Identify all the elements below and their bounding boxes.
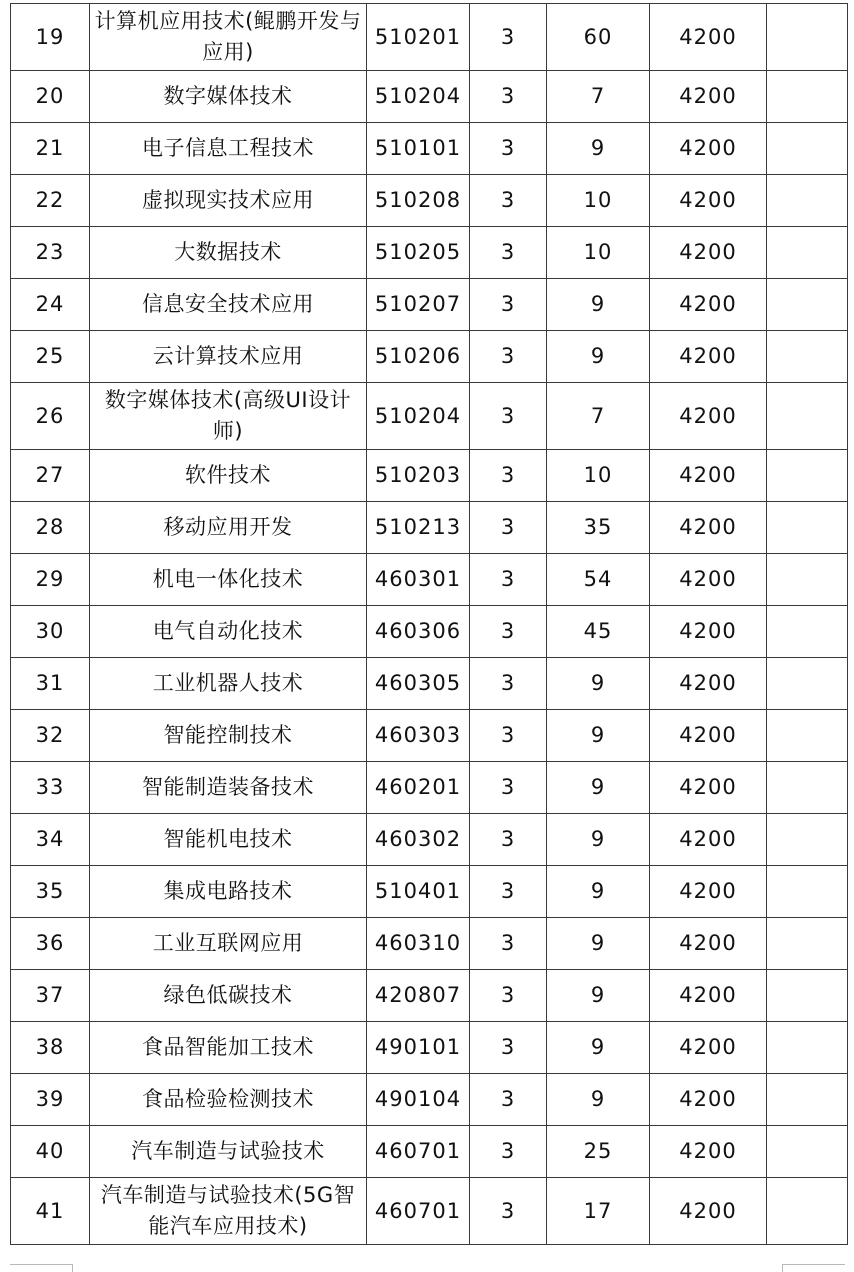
- cell-years: 3: [470, 123, 547, 175]
- cell-major-name: 电子信息工程技术: [90, 123, 367, 175]
- cell-seq: 30: [11, 606, 90, 658]
- cell-years: 3: [470, 175, 547, 227]
- cell-major-code: 510203: [367, 450, 470, 502]
- cell-tuition: 4200: [650, 918, 767, 970]
- cell-major-code: 460306: [367, 606, 470, 658]
- cell-years: 3: [470, 866, 547, 918]
- cell-major-name: 虚拟现实技术应用: [90, 175, 367, 227]
- cell-tuition: 4200: [650, 1022, 767, 1074]
- cell-major-name: 软件技术: [90, 450, 367, 502]
- table-body: [11, 4, 848, 1245]
- table-row: [11, 1022, 848, 1074]
- cell-seq: 33: [11, 762, 90, 814]
- table-row: [11, 123, 848, 175]
- cell-major-code: 460701: [367, 1126, 470, 1178]
- cell-seq: 32: [11, 710, 90, 762]
- cell-plan-count: 7: [547, 71, 650, 123]
- cell-major-name: 工业机器人技术: [90, 658, 367, 710]
- cell-plan-count: 9: [547, 762, 650, 814]
- table-row: [11, 1126, 848, 1178]
- cell-tuition: 4200: [650, 710, 767, 762]
- cell-tuition: 4200: [650, 71, 767, 123]
- cell-major-name: 电气自动化技术: [90, 606, 367, 658]
- cell-tuition: 4200: [650, 175, 767, 227]
- cell-major-code: 460310: [367, 918, 470, 970]
- cell-plan-count: 45: [547, 606, 650, 658]
- cell-plan-count: 10: [547, 227, 650, 279]
- cell-major-code: 510401: [367, 866, 470, 918]
- cell-note: [767, 502, 848, 554]
- cell-major-name: 数字媒体技术: [90, 71, 367, 123]
- cell-major-name: 计算机应用技术(鲲鹏开发与应用): [90, 4, 367, 71]
- table-row: [11, 227, 848, 279]
- cell-tuition: 4200: [650, 4, 767, 71]
- cell-major-name: 信息安全技术应用: [90, 279, 367, 331]
- cell-note: [767, 123, 848, 175]
- cell-note: [767, 1074, 848, 1126]
- cell-tuition: 4200: [650, 450, 767, 502]
- cell-major-code: 460701: [367, 1178, 470, 1245]
- cell-plan-count: 9: [547, 1074, 650, 1126]
- cell-seq: 27: [11, 450, 90, 502]
- cell-years: 3: [470, 918, 547, 970]
- table-row: [11, 554, 848, 606]
- cell-years: 3: [470, 814, 547, 866]
- cell-years: 3: [470, 710, 547, 762]
- cell-years: 3: [470, 606, 547, 658]
- table-row: [11, 175, 848, 227]
- cell-seq: 24: [11, 279, 90, 331]
- cell-plan-count: 9: [547, 814, 650, 866]
- cell-major-name: 移动应用开发: [90, 502, 367, 554]
- cell-plan-count: 17: [547, 1178, 650, 1245]
- cell-years: 3: [470, 71, 547, 123]
- table-row: [11, 1178, 848, 1245]
- cell-note: [767, 1178, 848, 1245]
- cell-note: [767, 1126, 848, 1178]
- cell-tuition: 4200: [650, 970, 767, 1022]
- cell-seq: 37: [11, 970, 90, 1022]
- cell-plan-count: 10: [547, 450, 650, 502]
- cell-major-code: 510205: [367, 227, 470, 279]
- cell-note: [767, 1022, 848, 1074]
- cell-years: 3: [470, 1022, 547, 1074]
- page-bottom-margin: [0, 1260, 854, 1271]
- cell-years: 3: [470, 970, 547, 1022]
- table-row: [11, 331, 848, 383]
- cell-note: [767, 383, 848, 450]
- cell-tuition: 4200: [650, 227, 767, 279]
- cell-note: [767, 918, 848, 970]
- cell-plan-count: 9: [547, 918, 650, 970]
- cell-note: [767, 175, 848, 227]
- cell-major-code: 510213: [367, 502, 470, 554]
- table-row: [11, 658, 848, 710]
- cell-seq: 39: [11, 1074, 90, 1126]
- cell-seq: 40: [11, 1126, 90, 1178]
- cell-major-code: 510206: [367, 331, 470, 383]
- cell-tuition: 4200: [650, 554, 767, 606]
- cell-note: [767, 279, 848, 331]
- cell-tuition: 4200: [650, 502, 767, 554]
- cell-major-name: 大数据技术: [90, 227, 367, 279]
- cell-plan-count: 9: [547, 331, 650, 383]
- cell-major-name: 集成电路技术: [90, 866, 367, 918]
- cell-years: 3: [470, 1178, 547, 1245]
- table-row: [11, 383, 848, 450]
- cell-major-name: 智能制造装备技术: [90, 762, 367, 814]
- cell-tuition: 4200: [650, 1178, 767, 1245]
- cell-plan-count: 9: [547, 710, 650, 762]
- cell-major-code: 420807: [367, 970, 470, 1022]
- cell-tuition: 4200: [650, 658, 767, 710]
- cell-seq: 26: [11, 383, 90, 450]
- cell-seq: 38: [11, 1022, 90, 1074]
- cell-major-name: 数字媒体技术(高级UI设计师): [90, 383, 367, 450]
- cell-plan-count: 9: [547, 658, 650, 710]
- cell-seq: 25: [11, 331, 90, 383]
- cell-seq: 34: [11, 814, 90, 866]
- cell-tuition: 4200: [650, 866, 767, 918]
- cell-plan-count: 7: [547, 383, 650, 450]
- table-row: [11, 1074, 848, 1126]
- cell-years: 3: [470, 331, 547, 383]
- cell-major-code: 510101: [367, 123, 470, 175]
- table-row: [11, 918, 848, 970]
- cell-major-name: 智能控制技术: [90, 710, 367, 762]
- cell-years: 3: [470, 554, 547, 606]
- cell-plan-count: 10: [547, 175, 650, 227]
- cell-tuition: 4200: [650, 279, 767, 331]
- cell-plan-count: 9: [547, 279, 650, 331]
- cell-plan-count: 9: [547, 866, 650, 918]
- cell-note: [767, 4, 848, 71]
- table-row: [11, 762, 848, 814]
- cell-seq: 22: [11, 175, 90, 227]
- cell-plan-count: 9: [547, 123, 650, 175]
- cell-seq: 31: [11, 658, 90, 710]
- cell-years: 3: [470, 227, 547, 279]
- cell-major-code: 510208: [367, 175, 470, 227]
- cell-major-name: 云计算技术应用: [90, 331, 367, 383]
- cell-plan-count: 54: [547, 554, 650, 606]
- cell-years: 3: [470, 383, 547, 450]
- cell-years: 3: [470, 762, 547, 814]
- cell-years: 3: [470, 450, 547, 502]
- cell-major-code: 510204: [367, 71, 470, 123]
- cell-note: [767, 331, 848, 383]
- cell-tuition: 4200: [650, 1126, 767, 1178]
- cell-major-name: 食品智能加工技术: [90, 1022, 367, 1074]
- cell-major-code: 510207: [367, 279, 470, 331]
- enrollment-table: [10, 3, 848, 1245]
- cell-note: [767, 658, 848, 710]
- cell-years: 3: [470, 502, 547, 554]
- cell-tuition: 4200: [650, 1074, 767, 1126]
- cell-tuition: 4200: [650, 331, 767, 383]
- cell-note: [767, 71, 848, 123]
- cell-major-code: 460301: [367, 554, 470, 606]
- table-row: [11, 279, 848, 331]
- table-row: [11, 450, 848, 502]
- cell-years: 3: [470, 279, 547, 331]
- cell-note: [767, 227, 848, 279]
- cell-note: [767, 710, 848, 762]
- cell-seq: 29: [11, 554, 90, 606]
- cell-major-code: 510204: [367, 383, 470, 450]
- table-row: [11, 866, 848, 918]
- cell-tuition: 4200: [650, 606, 767, 658]
- cell-tuition: 4200: [650, 814, 767, 866]
- cell-plan-count: 9: [547, 1022, 650, 1074]
- cell-seq: 28: [11, 502, 90, 554]
- table-row: [11, 71, 848, 123]
- cell-note: [767, 606, 848, 658]
- cell-major-name: 汽车制造与试验技术: [90, 1126, 367, 1178]
- cell-note: [767, 866, 848, 918]
- cell-major-name: 机电一体化技术: [90, 554, 367, 606]
- cell-note: [767, 450, 848, 502]
- cell-seq: 19: [11, 4, 90, 71]
- table-row: [11, 710, 848, 762]
- cell-major-code: 460303: [367, 710, 470, 762]
- cell-major-code: 490104: [367, 1074, 470, 1126]
- cell-plan-count: 35: [547, 502, 650, 554]
- cell-seq: 36: [11, 918, 90, 970]
- cell-major-code: 460302: [367, 814, 470, 866]
- cell-major-code: 510201: [367, 4, 470, 71]
- cell-note: [767, 970, 848, 1022]
- cell-major-code: 460305: [367, 658, 470, 710]
- cell-plan-count: 60: [547, 4, 650, 71]
- table-row: [11, 970, 848, 1022]
- cell-seq: 41: [11, 1178, 90, 1245]
- cell-seq: 35: [11, 866, 90, 918]
- cell-major-name: 工业互联网应用: [90, 918, 367, 970]
- cell-major-code: 460201: [367, 762, 470, 814]
- table-row: [11, 502, 848, 554]
- table-row: [11, 606, 848, 658]
- cell-note: [767, 554, 848, 606]
- cell-years: 3: [470, 1074, 547, 1126]
- cell-years: 3: [470, 1126, 547, 1178]
- cell-tuition: 4200: [650, 123, 767, 175]
- cell-seq: 20: [11, 71, 90, 123]
- cell-tuition: 4200: [650, 762, 767, 814]
- cell-seq: 23: [11, 227, 90, 279]
- cell-years: 3: [470, 4, 547, 71]
- cell-major-name: 绿色低碳技术: [90, 970, 367, 1022]
- cell-plan-count: 25: [547, 1126, 650, 1178]
- cell-seq: 21: [11, 123, 90, 175]
- table-row: [11, 814, 848, 866]
- cell-tuition: 4200: [650, 383, 767, 450]
- cell-note: [767, 814, 848, 866]
- cell-major-code: 490101: [367, 1022, 470, 1074]
- cell-major-name: 智能机电技术: [90, 814, 367, 866]
- table-row: [11, 4, 848, 71]
- cell-plan-count: 9: [547, 970, 650, 1022]
- cell-note: [767, 762, 848, 814]
- cell-major-name: 汽车制造与试验技术(5G智能汽车应用技术): [90, 1178, 367, 1245]
- cell-years: 3: [470, 658, 547, 710]
- cell-major-name: 食品检验检测技术: [90, 1074, 367, 1126]
